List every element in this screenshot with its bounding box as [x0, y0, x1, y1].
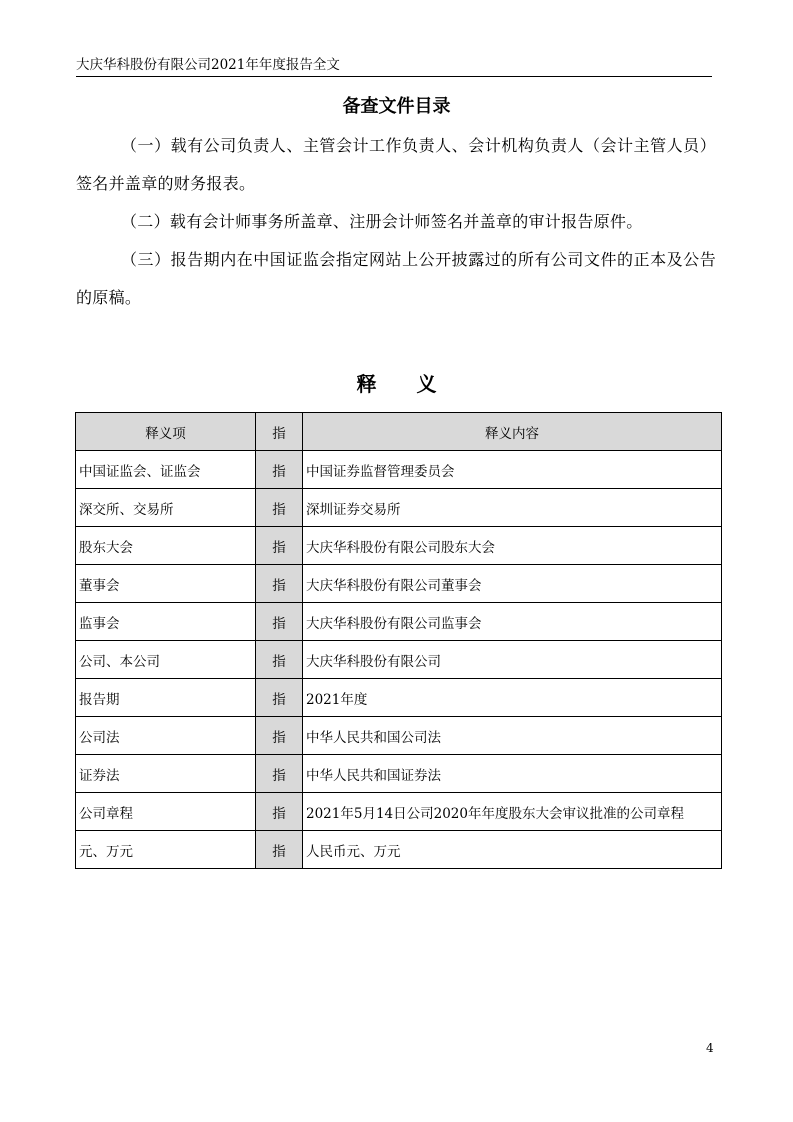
definition-meaning: 大庆华科股份有限公司董事会: [303, 565, 722, 603]
definitions-table: [75, 412, 722, 869]
table-row: [76, 489, 722, 527]
table-row: [76, 831, 722, 869]
table-header-row: [76, 413, 722, 451]
table-row: [76, 603, 722, 641]
definition-meaning: 中华人民共和国公司法: [303, 717, 722, 755]
header-title: 大庆华科股份有限公司2021年年度报告全文: [76, 57, 340, 73]
reference-docs-title: 备查文件目录: [342, 96, 451, 117]
reference-doc-item: （二）载有会计师事务所盖章、注册会计师签名并盖章的审计报告原件。: [121, 212, 643, 231]
definition-term: 报告期: [76, 679, 256, 717]
definition-zhi: 指: [256, 489, 303, 527]
table-row: [76, 527, 722, 565]
definition-zhi: 指: [256, 641, 303, 679]
table-row: [76, 565, 722, 603]
definition-term: 元、万元: [76, 831, 256, 869]
page-number: 4: [706, 1041, 714, 1055]
definition-term: 公司章程: [76, 793, 256, 831]
table-row: [76, 755, 722, 793]
column-header-term: 释义项: [76, 413, 256, 451]
definition-meaning: 人民币元、万元: [303, 831, 722, 869]
definition-term: 证券法: [76, 755, 256, 793]
definition-term: 股东大会: [76, 527, 256, 565]
definition-meaning: 2021年5月14日公司2020年年度股东大会审议批准的公司章程: [303, 793, 722, 831]
table-row: [76, 717, 722, 755]
definition-meaning: 深圳证券交易所: [303, 489, 722, 527]
definition-term: 公司、本公司: [76, 641, 256, 679]
definition-term: 公司法: [76, 717, 256, 755]
definitions-title: 释 义: [356, 372, 437, 396]
definition-zhi: 指: [256, 565, 303, 603]
column-header-zhi: 指: [256, 413, 303, 451]
definition-zhi: 指: [256, 679, 303, 717]
definition-zhi: 指: [256, 793, 303, 831]
definition-meaning: 中国证券监督管理委员会: [303, 451, 722, 489]
page-header: [76, 56, 712, 77]
table-row: [76, 793, 722, 831]
definition-zhi: 指: [256, 451, 303, 489]
definition-meaning: 2021年度: [303, 679, 722, 717]
definition-meaning: 大庆华科股份有限公司: [303, 641, 722, 679]
reference-doc-item: （三）报告期内在中国证监会指定网站上公开披露过的所有公司文件的正本及公告的原稿。: [76, 250, 716, 307]
table-row: [76, 641, 722, 679]
definition-zhi: 指: [256, 603, 303, 641]
definition-meaning: 大庆华科股份有限公司监事会: [303, 603, 722, 641]
definition-meaning: 中华人民共和国证券法: [303, 755, 722, 793]
reference-doc-item: （一）载有公司负责人、主管会计工作负责人、会计机构负责人（会计主管人员）签名并盖章的财务报表。: [76, 136, 716, 193]
table-row: [76, 679, 722, 717]
definition-term: 董事会: [76, 565, 256, 603]
definition-term: 中国证监会、证监会: [76, 451, 256, 489]
definition-zhi: 指: [256, 831, 303, 869]
definition-term: 深交所、交易所: [76, 489, 256, 527]
table-row: [76, 451, 722, 489]
definition-zhi: 指: [256, 527, 303, 565]
definition-term: 监事会: [76, 603, 256, 641]
column-header-meaning: 释义内容: [303, 413, 722, 451]
definition-zhi: 指: [256, 717, 303, 755]
definition-meaning: 大庆华科股份有限公司股东大会: [303, 527, 722, 565]
definition-zhi: 指: [256, 755, 303, 793]
